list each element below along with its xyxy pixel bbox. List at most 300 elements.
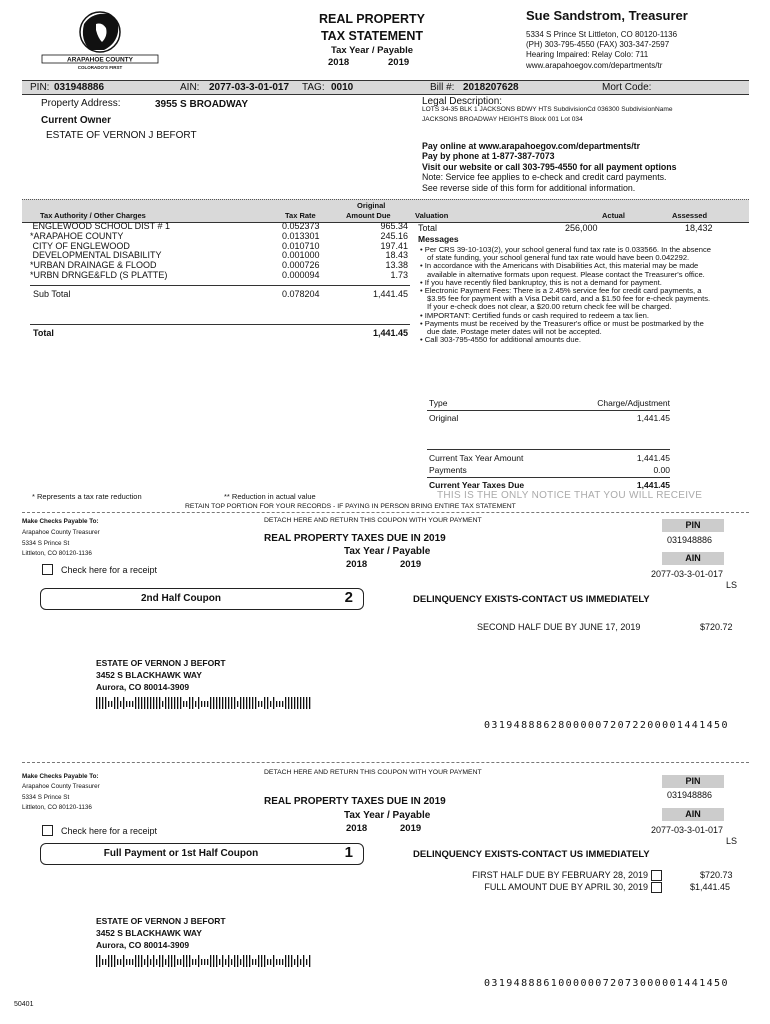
barcode-bar <box>243 697 244 709</box>
barcode-bar <box>102 959 103 965</box>
detach-line <box>22 512 749 513</box>
barcode-bar <box>213 955 214 967</box>
barcode-bar <box>237 701 238 707</box>
barcode-bar <box>105 959 106 965</box>
barcode-bar <box>114 697 115 709</box>
current-owner: ESTATE OF VERNON J BEFORT <box>46 130 197 141</box>
message-item: • Payments must be received by the Treasurer's office or must be postmarked by the due date. Postage meter dates will not be accepted. <box>420 318 704 337</box>
svg-text:ARAPAHOE COUNTY: ARAPAHOE COUNTY <box>67 56 133 64</box>
barcode-bar <box>174 955 175 967</box>
current-tax-year-label: Current Tax Year Amount <box>429 453 524 463</box>
coupon-payable-year: 2019 <box>400 823 422 834</box>
tax-authority-name: CITY OF ENGLEWOOD <box>30 240 130 251</box>
barcode-bar <box>240 959 241 965</box>
full-amount-checkbox[interactable] <box>651 882 662 893</box>
barcode-bar <box>282 701 283 707</box>
barcode-bar <box>132 701 133 707</box>
current-taxes-due-label: Current Year Taxes Due <box>429 480 525 490</box>
ain-value: 2077-03-3-01-017 <box>209 82 290 93</box>
barcode-bar <box>225 959 226 965</box>
taxes-due-title: REAL PROPERTY TAXES DUE IN 2019 <box>264 533 446 544</box>
taxpayer-street: 3452 S BLACKHAWK WAY <box>96 928 202 938</box>
barcode-bar <box>267 697 268 709</box>
barcode-bar <box>216 697 217 709</box>
receipt-checkbox-label: Check here for a receipt <box>61 565 158 575</box>
barcode-bar <box>195 701 196 707</box>
barcode-bar <box>99 697 100 709</box>
taxpayer-city: Aurora, CO 80014-3909 <box>96 682 190 692</box>
property-address-label: Property Address: <box>41 98 121 109</box>
barcode-bar <box>144 959 145 965</box>
property-address: 3955 S BROADWAY <box>155 99 248 110</box>
payment-options: Visit our website or call 303-795-4550 for all payment options <box>422 161 677 172</box>
taxes-due-title: REAL PROPERTY TAXES DUE IN 2019 <box>264 796 446 807</box>
tax-amount: 13.38 <box>385 260 408 271</box>
barcode-bar <box>156 959 157 965</box>
barcode-bar <box>159 955 160 967</box>
taxpayer-name: ESTATE OF VERNON J BEFORT <box>96 916 226 926</box>
charges-box <box>427 398 670 492</box>
barcode-bar <box>126 701 127 707</box>
actual-header: Actual <box>602 211 625 220</box>
coupon-tax-year-label: Tax Year / Payable <box>344 810 431 821</box>
barcode-bar <box>150 697 151 709</box>
barcode-bar <box>108 701 109 707</box>
tag-label: TAG: <box>302 82 325 93</box>
current-owner-label: Current Owner <box>41 115 112 126</box>
detach-line <box>22 762 749 763</box>
barcode-bar <box>309 697 310 709</box>
barcode-bar <box>135 697 136 709</box>
barcode-bar <box>138 955 139 967</box>
coupon-tax-year: 2018 <box>346 823 368 834</box>
amount-due-header: Amount Due <box>346 211 391 220</box>
second-half-due-label: SECOND HALF DUE BY JUNE 17, 2019 <box>477 622 641 632</box>
tax-authority-name: ENGLEWOOD SCHOOL DIST # 1 <box>30 221 171 231</box>
barcode-bar <box>153 697 154 709</box>
second-half-due-amount: $720.72 <box>700 622 733 632</box>
barcode-bar <box>108 955 109 967</box>
barcode-bar <box>129 701 130 707</box>
barcode-bar <box>255 959 256 965</box>
barcode-bar <box>273 955 274 967</box>
taxpayer-name: ESTATE OF VERNON J BEFORT <box>96 658 226 668</box>
form-number: 50401 <box>14 1001 34 1008</box>
barcode-bar <box>150 959 151 965</box>
barcode-bar <box>123 955 124 967</box>
barcode-bar <box>195 959 196 965</box>
barcode-bar <box>96 955 97 967</box>
barcode-bar <box>270 959 271 965</box>
pin-value: 031948886 <box>54 82 105 93</box>
barcode-bar <box>303 955 304 967</box>
barcode-bar <box>210 697 211 709</box>
barcode-bar <box>285 697 286 709</box>
barcode-bar <box>105 697 106 709</box>
valuation-actual: 256,000 <box>565 223 598 233</box>
barcode-bar <box>201 701 202 707</box>
coupon-ain-label: AIN <box>662 808 724 821</box>
actual-value-reduction-note: ** Reduction in actual value <box>224 492 316 501</box>
coupon-pin-value: 031948886 <box>667 535 713 545</box>
barcode-bar <box>276 701 277 707</box>
payee-street: 5334 S Prince St <box>22 539 70 547</box>
postal-barcode <box>96 697 316 709</box>
barcode-bar <box>204 701 205 707</box>
barcode-bar <box>165 959 166 965</box>
message-item: • Electronic Payment Fees: There is a 2.45% service fee for credit card payments, a $3.95 fee for payment with a Visa Debit card, and a $1.50 fee for e-check payments. If your e-check does not clear, a $20.00 return check fee will be charged. <box>420 286 711 312</box>
barcode-bar <box>285 955 286 967</box>
current-divider <box>427 449 670 450</box>
charge-adjustment-label: Charge/Adjustment <box>597 398 670 408</box>
barcode-bar <box>213 697 214 709</box>
tax-rate: 0.000094 <box>282 269 320 280</box>
legal-description-line-1: LOTS 34-35 BLK 1 JACKSONS BDWY HTS SubdivisionCd 036300 SubdivisionName <box>422 106 673 113</box>
barcode-bar <box>192 959 193 965</box>
legal-description-line-2: JACKSONS BROADWAY HEIGHTS Block 001 Lot 034 <box>422 116 583 123</box>
barcode-bar <box>297 955 298 967</box>
original-header: Original <box>357 201 386 210</box>
receipt-checkbox[interactable] <box>42 564 53 575</box>
total-label: Total <box>33 328 54 338</box>
full-amount-due-label: FULL AMOUNT DUE BY APRIL 30, 2019 <box>484 882 648 892</box>
barcode-bar <box>135 955 136 967</box>
payment-info <box>422 141 677 193</box>
tax-amount: 965.34 <box>380 221 408 231</box>
barcode-bar <box>303 697 304 709</box>
message-item: • Per CRS 39-10-103(2), your school general fund tax rate is 0.033566. In the absence of state funding, your school general fund tax rate would have been 0.042292. <box>420 245 711 263</box>
reverse-side-note: See reverse side of this form for additional information. <box>422 182 636 193</box>
first-half-checkbox[interactable] <box>651 870 662 881</box>
barcode-bar <box>120 959 121 965</box>
checks-payable-label: Make Checks Payable To: <box>22 518 99 525</box>
statement-title-2: TAX STATEMENT <box>320 29 424 43</box>
subtotal-label: Sub Total <box>33 289 71 299</box>
delinquency-notice: DELINQUENCY EXISTS-CONTACT US IMMEDIATELY <box>413 594 650 605</box>
tax-amount: 197.41 <box>380 240 408 251</box>
valuation-header: Valuation <box>415 211 449 220</box>
barcode-bar <box>132 959 133 965</box>
coupon-ls: LS <box>726 580 738 590</box>
coupon-ain-value: 2077-03-3-01-017 <box>651 569 724 579</box>
coupon-label: Full Payment or 1st Half Coupon <box>103 848 259 859</box>
treasurer-address: 5334 S Prince St Littleton, CO 80120-1136 <box>526 30 678 39</box>
barcode-bar <box>162 701 163 707</box>
tax-table-header <box>22 199 749 223</box>
current-taxes-due-amount: 1,441.45 <box>636 480 670 490</box>
message-item: • IMPORTANT: Certified funds or cash required to redeem a tax lien. <box>420 310 650 320</box>
full-payment-coupon-box <box>40 843 364 865</box>
barcode-bar <box>306 697 307 709</box>
message-item: • Call 303-795-4550 for additional amounts due. <box>420 335 581 345</box>
subtotal-rate: 0.078204 <box>282 289 320 299</box>
message-item: • If you have recently filed bankruptcy, this is not a demand for payment. <box>420 277 662 287</box>
taxpayer-city: Aurora, CO 80014-3909 <box>96 940 190 950</box>
charge-original-amount: 1,441.45 <box>636 413 670 423</box>
barcode-bar <box>102 697 103 709</box>
barcode-bar <box>183 701 184 707</box>
barcode-bar <box>246 955 247 967</box>
barcode-bar <box>177 697 178 709</box>
first-half-due-amount: $720.73 <box>700 870 733 880</box>
barcode-bar <box>210 955 211 967</box>
legal-description-label: Legal Description: <box>422 96 503 107</box>
barcode-bar <box>261 955 262 967</box>
receipt-checkbox[interactable] <box>42 825 53 836</box>
barcode-bar <box>249 955 250 967</box>
tax-authority-name: *URBN DRNGE&FLD (S PLATTE) <box>30 269 168 280</box>
treasurer-mailing-address <box>22 782 100 814</box>
coupon-ain-label: AIN <box>662 552 724 565</box>
coupon-number: 2 <box>344 589 353 606</box>
coupon-label: 2nd Half Coupon <box>141 593 221 604</box>
barcode-bar <box>243 955 244 967</box>
tax-authority-name: *URBAN DRAINAGE & FLOOD <box>30 260 157 271</box>
mort-code-label: Mort Code: <box>602 82 652 93</box>
barcode-bar <box>237 955 238 967</box>
charge-original-label: Original <box>429 413 459 423</box>
barcode-bar <box>123 697 124 709</box>
tax-amount: 1.73 <box>390 269 408 280</box>
tax-rate: 0.010710 <box>282 240 320 251</box>
payments-label: Payments <box>429 465 467 475</box>
charge-type-label: Type <box>429 398 448 408</box>
taxpayer-street: 3452 S BLACKHAWK WAY <box>96 670 202 680</box>
barcode-bar <box>246 697 247 709</box>
barcode-bar <box>156 697 157 709</box>
barcode-bar <box>147 697 148 709</box>
tag-value: 0010 <box>331 82 354 93</box>
payee-name: Arapahoe County Treasurer <box>22 529 100 536</box>
barcode-bar <box>189 955 190 967</box>
barcode-bar <box>288 697 289 709</box>
barcode-bar <box>138 697 139 709</box>
detach-instruction: DETACH HERE AND RETURN THIS COUPON WITH YOUR PAYMENT <box>264 517 482 524</box>
tax-authority-name: DEVELOPMENTAL DISABILITY <box>30 250 162 261</box>
first-half-due-label: FIRST HALF DUE BY FEBRUARY 28, 2019 <box>472 870 648 880</box>
payee-city: Littleton, CO 80120-1136 <box>22 550 92 557</box>
barcode-bar <box>219 959 220 965</box>
detach-instruction: DETACH HERE AND RETURN THIS COUPON WITH YOUR PAYMENT <box>264 769 482 776</box>
barcode-bar <box>186 701 187 707</box>
barcode-bar <box>198 697 199 709</box>
barcode-bar <box>294 697 295 709</box>
barcode-bar <box>225 697 226 709</box>
valuation-assessed: 18,432 <box>685 223 713 233</box>
svg-text:COLORADO'S FIRST: COLORADO'S FIRST <box>77 65 123 70</box>
treasurer-name: Sue Sandstrom, Treasurer <box>526 8 688 23</box>
barcode-bar <box>201 959 202 965</box>
treasurer-info <box>526 8 746 71</box>
barcode-bar <box>147 955 148 967</box>
barcode-bar <box>261 701 262 707</box>
total-divider <box>30 324 410 325</box>
barcode-bar <box>222 955 223 967</box>
tax-amount: 18.43 <box>385 250 408 261</box>
barcode-bar <box>252 959 253 965</box>
barcode-bar <box>228 955 229 967</box>
rate-reduction-note: * Represents a tax rate reduction <box>32 492 142 501</box>
ain-label: AIN: <box>180 82 200 93</box>
tax-rate: 0.013301 <box>282 230 320 241</box>
postal-barcode <box>96 955 316 967</box>
second-half-coupon-box <box>40 588 364 610</box>
barcode-bar <box>234 955 235 967</box>
assessed-header: Assessed <box>672 211 708 220</box>
barcode-bar <box>228 697 229 709</box>
receipt-checkbox-label: Check here for a receipt <box>61 826 158 836</box>
barcode-bar <box>267 959 268 965</box>
coupon-pin-label: PIN <box>662 775 724 788</box>
barcode-bar <box>306 959 307 965</box>
table-row <box>30 271 408 281</box>
barcode-bar <box>96 697 97 709</box>
barcode-bar <box>291 697 292 709</box>
payee-city: Littleton, CO 80120-1136 <box>22 804 92 811</box>
barcode-bar <box>288 955 289 967</box>
coupon-pin-value: 031948886 <box>667 790 713 800</box>
tax-rate: 0.001000 <box>282 250 320 261</box>
checks-payable-label: Make Checks Payable To: <box>22 773 99 780</box>
barcode-bar <box>186 955 187 967</box>
barcode-bar <box>198 955 199 967</box>
barcode-bar <box>117 697 118 709</box>
barcode-bar <box>165 697 166 709</box>
barcode-bar <box>216 955 217 967</box>
barcode-bar <box>141 697 142 709</box>
barcode-bar <box>183 955 184 967</box>
barcode-bar <box>117 959 118 965</box>
barcode-bar <box>300 697 301 709</box>
total-amount: 1,441.45 <box>372 328 408 338</box>
treasurer-hearing: Hearing Impaired: Relay Colo: 711 <box>526 50 649 60</box>
barcode-bar <box>168 955 169 967</box>
barcode-bar <box>279 959 280 965</box>
barcode-bar <box>294 959 295 965</box>
current-tax-year-amount: 1,441.45 <box>636 453 670 463</box>
barcode-bar <box>120 701 121 707</box>
barcode-bar <box>249 697 250 709</box>
barcode-bar <box>258 955 259 967</box>
pay-online: Pay online at www.arapahoegov.com/departments/tr <box>422 141 641 151</box>
barcode-bar <box>189 697 190 709</box>
scan-line: 031948886280000072072200001441450 <box>484 720 729 731</box>
barcode-bar <box>192 697 193 709</box>
barcode-bar <box>282 959 283 965</box>
barcode-bar <box>219 697 220 709</box>
barcode-bar <box>99 955 100 967</box>
due-divider <box>427 477 670 478</box>
barcode-bar <box>162 955 163 967</box>
barcode-bar <box>309 955 310 967</box>
barcode-bar <box>234 697 235 709</box>
tax-authority-table <box>30 222 408 281</box>
barcode-bar <box>207 701 208 707</box>
id-bar <box>22 80 749 95</box>
barcode-bar <box>111 955 112 967</box>
pin-label: PIN: <box>30 82 50 93</box>
barcode-bar <box>180 697 181 709</box>
scan-line: 031948886100000072073000001441450 <box>484 978 729 989</box>
barcode-bar <box>276 959 277 965</box>
tax-rate-header: Tax Rate <box>285 211 316 220</box>
coupon-tax-year-label: Tax Year / Payable <box>344 546 431 557</box>
payments-amount: 0.00 <box>653 465 670 475</box>
barcode-bar <box>270 701 271 707</box>
barcode-bar <box>153 955 154 967</box>
coupon-tax-year: 2018 <box>346 559 368 570</box>
barcode-bar <box>273 697 274 709</box>
barcode-bar <box>222 697 223 709</box>
subtotal-amount: 1,441.45 <box>372 289 408 299</box>
treasurer-website: www.arapahoegov.com/departments/tr <box>526 60 663 70</box>
valuation-total-label: Total <box>418 223 438 233</box>
barcode-bar <box>264 697 265 709</box>
barcode-bar <box>180 959 181 965</box>
delinquency-notice: DELINQUENCY EXISTS-CONTACT US IMMEDIATELY <box>413 849 650 860</box>
taxpayer-mailing-address <box>96 657 226 693</box>
retain-top-portion-note: RETAIN TOP PORTION FOR YOUR RECORDS - IF PAYING IN PERSON BRING ENTIRE TAX STATEMENT <box>185 503 516 510</box>
barcode-bar <box>174 697 175 709</box>
barcode-bar <box>204 959 205 965</box>
barcode-bar <box>144 697 145 709</box>
treasurer-phone: (PH) 303-795-4550 (FAX) 303-347-2597 <box>526 40 670 50</box>
pay-by-phone: Pay by phone at 1-877-387-7073 <box>422 151 555 162</box>
coupon-number: 1 <box>344 844 353 861</box>
messages-title: Messages <box>418 234 459 244</box>
payee-street: 5334 S Prince St <box>22 793 70 801</box>
barcode-bar <box>111 701 112 707</box>
tax-authority-header: Tax Authority / Other Charges <box>40 211 146 220</box>
service-fee-note: Note: Service fee applies to e-check and credit card payments. <box>422 172 667 183</box>
coupon-ain-value: 2077-03-3-01-017 <box>651 825 724 835</box>
tax-rate: 0.052373 <box>282 221 320 231</box>
taxpayer-mailing-address <box>96 915 226 951</box>
subtotal-divider <box>30 285 410 286</box>
messages-list <box>420 246 715 344</box>
payee-name: Arapahoe County Treasurer <box>22 783 100 790</box>
tax-year: 2018 <box>328 57 350 68</box>
tax-year-label: Tax Year / Payable <box>330 45 414 56</box>
barcode-bar <box>114 955 115 967</box>
treasurer-mailing-address <box>22 528 100 560</box>
barcode-bar <box>231 697 232 709</box>
barcode-bar <box>141 955 142 967</box>
coupon-payable-year: 2019 <box>400 559 422 570</box>
statement-title-1: REAL PROPERTY <box>318 12 426 26</box>
barcode-bar <box>300 959 301 965</box>
tax-amount: 245.16 <box>380 230 408 241</box>
barcode-bar <box>129 959 130 965</box>
only-notice: THIS IS THE ONLY NOTICE THAT YOU WILL RECEIVE <box>437 490 703 501</box>
message-item: • In accordance with the Americans with Disabilities Act, this material may be made available in alternative formats upon request. Please contact the Treasurer's office. <box>420 261 705 279</box>
barcode-bar <box>231 959 232 965</box>
coupon-ls: LS <box>726 836 738 846</box>
full-amount-due-value: $1,441.45 <box>690 882 731 892</box>
arapahoe-county-logo <box>40 10 160 72</box>
bill-value: 2018207628 <box>463 82 519 93</box>
tax-rate: 0.000726 <box>282 260 320 271</box>
barcode-bar <box>279 701 280 707</box>
payable-year: 2019 <box>388 57 410 68</box>
barcode-bar <box>258 701 259 707</box>
tax-authority-name: *ARAPAHOE COUNTY <box>30 230 124 241</box>
barcode-bar <box>240 697 241 709</box>
barcode-bar <box>171 697 172 709</box>
bill-label: Bill #: <box>430 82 455 93</box>
barcode-bar <box>126 959 127 965</box>
barcode-bar <box>159 697 160 709</box>
